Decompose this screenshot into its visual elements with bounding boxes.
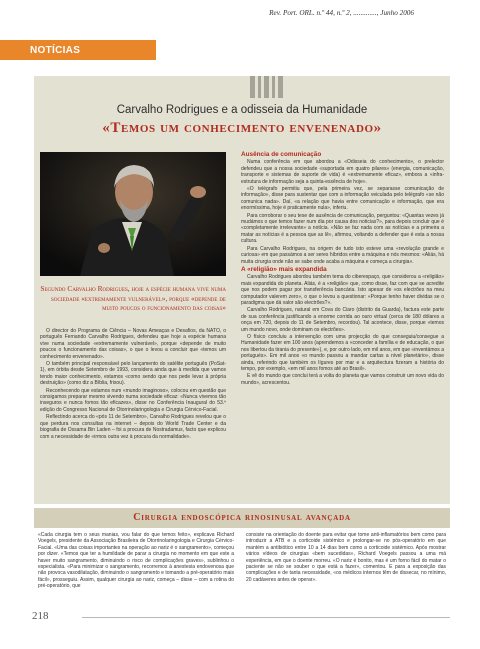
article-paragraph: «O telégrafo permitiu que, pela primeira vez, se separasse comunicação de informação», disse para sustentar que com a informação veiculada pelo telégrafo «se não comunica nada». Daí, «a relação que havia entre comunicação e informação, que era enormíssima, hoje é praticamente nula», inferiu.	[241, 186, 444, 212]
page-number: 218	[32, 610, 49, 622]
article-paragraph: Para corroborar o seu tese de ausência de comunicação, perguntou: «Quantas vezes já mudámos o que temos fazer num dia por causa dos noticias?», para depois concluir que é «completamente irrelevante» a notícia. «Não se faz nada com as notícias e a primeira a matar as notícias é a pessoa que as lê», afirmou, voltando a defender que é esta a nossa cultura.	[241, 212, 444, 245]
article-paragraph: Numa conferência em que abordou a «Odisseia do conhecimento», o prelector defendeu que a nossa sociedade «suportada em quatro pilares» (energia, comunicação, transporte e sistemas de suporte de vida) é «extremamente eficaz», embora a «infra-estrutura de informação seja a quinta-essência de hoje».	[241, 159, 444, 185]
second-article-right-column: consiste na orientação do doente para evitar que tome anti-inflamatórios bem como para introduzir a ATB e a corticoide sistémico e prolongar-se no pós-operatório em que mantém a antibiótico entre 10 a 14 dias bem como a corticoide sistémico. Após mostrar vários vídeos de cirurgias «bem sucedidas», Richard Voegels passou a uma má experiência, em que o doente morreu. «O nariz é bonito, mas é um forno fácil do matar o paciente se não se souber o que está a fazer», comentou. E para a exposição das complicações e de tanta necessidade, «os médicos internos têm de dissecar, no mínimo, 20 cadáveres antes de operar».	[246, 532, 446, 583]
article-paragraph: E vê do mundo que conclui terá a volta do planeta que vamos construir um novo vida do mundo», acrescentou.	[241, 373, 444, 386]
article-left-column	[40, 328, 226, 441]
article-right-column	[241, 152, 444, 387]
subheading-religion: A «religião» mais expandida	[241, 265, 327, 273]
headline-line-2: «Temos um conhecimento envenenado»	[102, 120, 382, 136]
subheading-communication: Ausência de comunicação	[241, 151, 322, 158]
journal-reference: Rev. Port. ORL. n.º 44, n.º 2, ............., Junho 2006	[269, 9, 414, 17]
speaker-photo-illustration	[40, 152, 226, 276]
photo-caption: Segundo Carvalho Rodrigues, hoje a espécie humana vive numa sociedade «extremamente vulnerável», porque «depende de muito poucos o funcionamento das coisas»	[40, 284, 226, 313]
speaker-photo	[40, 152, 226, 276]
section-label: NOTÍCIAS	[30, 45, 81, 56]
main-article-panel	[34, 76, 450, 504]
footer-rule	[82, 617, 450, 618]
second-article-title: Cirurgia endoscópica rinosinusal avançada	[133, 512, 351, 523]
headline-line-1: Carvalho Rodrigues e a odisseia da Humanidade	[116, 104, 368, 116]
article-paragraph: O também principal responsável pelo lançamento do satélite português (PoSat-1), em órbita desde Setembro de 1993, considera ainda que à medida que vamos tendo maior conhecimento, estamos «como sendo que nos pede levar à própria destruição» (como diz a Bíblia, frisou).	[40, 361, 226, 387]
article-paragraph: O físico concluiu a intervenção com uma projecção do que conseguiu/consegue a Humanidade fazer em 100 anos (aprendemos a «conceder a família e de educação, o que nos libertou da tirania do presente»), e, por outro lado, em mil anos, em que «inventámos a portugués». Em mil anos «o mundo passou a mandar cartas a nível planetário», disse ainda, referindo que também os lígures por mar e a arquitectura fizeram a história do tempo, por exemplo, «em mil anos fomos até ao Brasil».	[241, 333, 444, 372]
second-article-left-column: «Cada cirurgia tem o seus manias, vou falar do que temos feito», explicava Richard Voegels, presidente da Associação Brasileira de Otorrinolaringologia e Cirurgia Cérvico-Facial. «Uma das coisas importantes na operação ao nariz é o sangramento», começou por dizer. «Temos que ter a humildade de parar a cirurgia no momento em que este a haver muito sangramento, diminuindo o risco de complicações graves», sublinhou o especialista. «Para minimizar o sangramento, recorremos à anestesia endovenosa que não provoca vasodilatação, diminuindo o sangramento e tomando a pré-operatório mais fácil», prosseguiu. Assim, qualquer cirurgia ao nariz, começa – disse – com a rotina do pré-operatório, que	[38, 532, 234, 590]
article-paragraph: Reflectindo acerca do «pós 11 de Setembro», Carvalho Rodrigues revelou que o que perdura nos consultas na internet – depois do World Trade Center e da biografia de Ossama Bin Laden – foi a procura de Nostradamus, facto que explicou com a necessidade de «irmos outra vez à procura da normalidade».	[40, 414, 226, 440]
article-paragraph: O director do Programa de Ciência – Novas Ameaças e Desafios, da NATO, o português Fernando Carvalho Rodrigues, defendeu que hoje a espécie humana vive numa sociedade «extremamente vulnerável», porque «depende de muito poucos o funcionamento das coisas», o que o levou a concluir que «temos um conhecimento envenenado».	[40, 328, 226, 360]
decorative-bars	[250, 76, 284, 98]
article-paragraph: Carvalho Rodrigues abordou também tema do ciberespaço, que considerou a «religião» mais expandida do planeta. Aliás, é a «religião» que, como disse, faz com que se acredite que nos podem pagar por transferência bancária. Isto apesar de «os electrões na meu computador valerem zero», o que o levou a questionar: «Porque tenho haver dividas se o paradigma que dá valor são electrões?».	[241, 274, 444, 306]
section-banner	[0, 40, 156, 60]
second-article-title-band	[34, 508, 450, 528]
article-paragraph: Para Carvalho Rodrigues, na origem de tudo isto esteve uma «revolução grande e curiosa» em que passámos a ser seres híbridos entre a máquina e nós mesmos: «Aliás, há muita cirurgia onde não se sabe onde acaba a máquina e começa a cirurgia».	[241, 245, 444, 265]
article-paragraph: Carvalho Rodrigues, natural em Cova do Ciaro (distrito da Guarda), factura este parte de sua conferência justificando a enorme corrida ao ouro virtual (cerca de 180 dólares a onça em 720, depois do 11 de Setembro, recordou). Tal acontece, disse, porque «temos um mundo novo, onde dominam os electrões».	[241, 307, 444, 333]
article-paragraph: Reconhecendo que estamos num «mundo imaginoso», colocou em questão que consigamos preparar mesmo vivendo numa sociedade eficaz: «Nunca vivemos tão inseguros e nunca fomos tão eficazes», disse no Conferência Inaugural do 53.º edição do Congresso Nacional de Otorrinolaringologia e Cirurgia Cérvico-Facial.	[40, 387, 226, 413]
